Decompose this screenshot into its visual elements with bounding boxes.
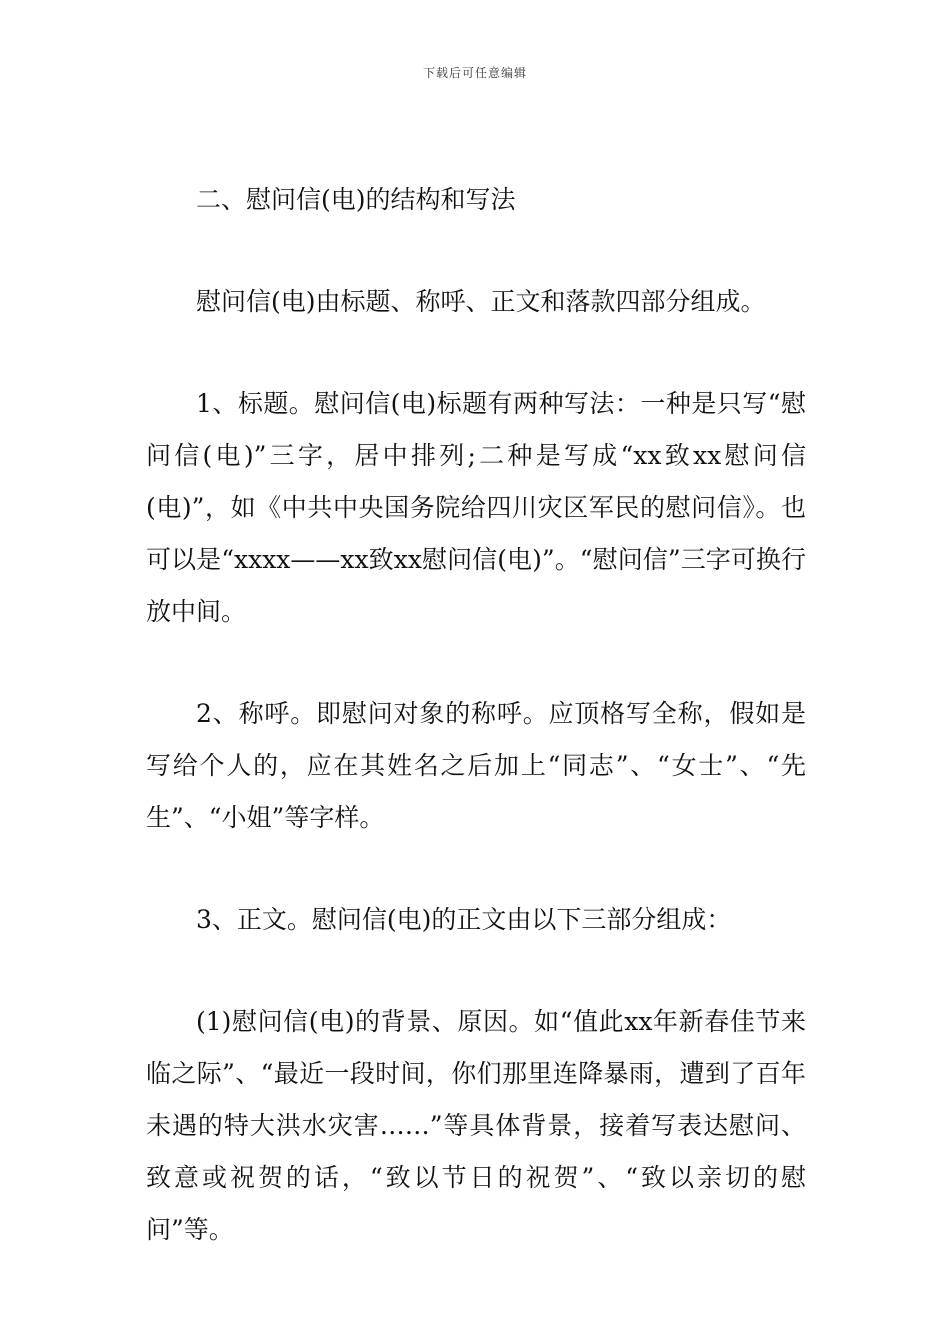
section-heading: 二、慰问信(电)的结构和写法 [196, 185, 516, 214]
paragraph-title: 1、标题。慰问信(电)标题有两种写法：一种是只写“慰问信(电)”三字，居中排列;二种是写成“xx致xx慰问信(电)”，如《中共中央国务院给四川灾区军民的慰问信》。也可以是“xxxx——xx致xx慰问信(电)”。“慰问信”三字可换行放中间。 [146, 389, 806, 626]
document-body [146, 174, 806, 1306]
paragraph-overview: 慰问信(电)由标题、称呼、正文和落款四部分组成。 [196, 287, 766, 316]
page-header-note: 下载后可任意编辑 [422, 66, 527, 80]
paragraph-background: (1)慰问信(电)的背景、原因。如“值此xx年新春佳节来临之际”、“最近一段时间，你们那里连降暴雨，遭到了百年未遇的特大洪水灾害……”等具体背景，接着写表达慰问、致意或祝贺的话，“致以节日的祝贺”、“致以亲切的慰问”等。 [146, 1007, 806, 1244]
paragraph-salutation: 2、称呼。即慰问对象的称呼。应顶格写全称，假如是写给个人的，应在其姓名之后加上“同志”、“女士”、“先生”、“小姐”等字样。 [146, 699, 806, 832]
paragraph-body-intro: 3、正文。慰问信(电)的正文由以下三部分组成： [196, 905, 732, 934]
